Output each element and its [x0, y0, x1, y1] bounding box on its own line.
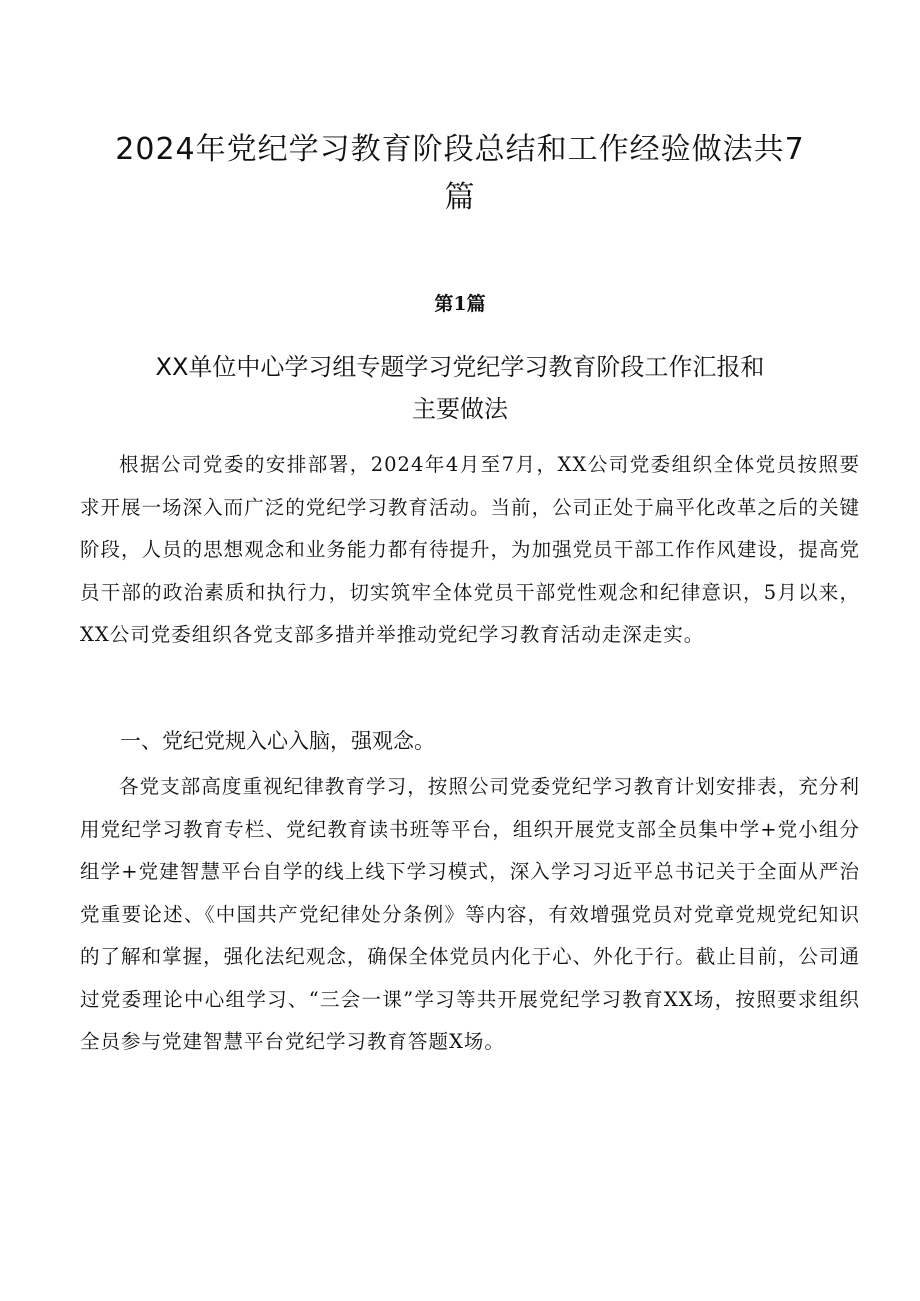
article-title [100, 346, 820, 430]
article-title-line-1: XX单位中心学习组专题学习党纪学习教育阶段工作汇报和 [155, 353, 765, 381]
document-title-line-1: 2024年党纪学习教育阶段总结和工作经验做法共7 [115, 132, 805, 167]
article-title-line-2: 主要做法 [412, 395, 508, 423]
document-title [80, 126, 840, 222]
document-title-line-2: 篇 [444, 180, 476, 215]
section-number: 第1篇 [434, 293, 486, 315]
body-paragraph-2: 各党支部高度重视纪律教育学习，按照公司党委党纪学习教育计划安排表，充分利用党纪学习教育专栏、党纪教育读书班等平台，组织开展党支部全员集中学+党小组分组学+党建智慧平台自学的线上线下学习模式，深入学习习近平总书记关于全面从严治党重要论述、《中国共产党纪律处分条例》等内容，有效增强党员对党章党规党纪知识的了解和掌握，强化法纪观念，确保全体党员内化于心、外化于行。截止目前，公司通过党委理论中心组学习、“三会一课”学习等共开展党纪学习教育XX场，按照要求组织全员参与党建智慧平台党纪学习教育答题X场。 [80, 775, 860, 1053]
body-paragraph-1: 根据公司党委的安排部署，2024年4月至7月，XX公司党委组织全体党员按照要求开展一场深入而广泛的党纪学习教育活动。当前，公司正处于扁平化改革之后的关键阶段，人员的思想观念和业务能力都有待提升，为加强党员干部工作作风建设，提高党员干部的政治素质和执行力，切实筑牢全体党员干部党性观念和纪律意识，5月以来，XX公司党委组织各党支部多措并举推动党纪学习教育活动走深走实。 [80, 453, 860, 646]
section-heading-1: 一、党纪党规入心入脑，强观念。 [120, 729, 435, 753]
